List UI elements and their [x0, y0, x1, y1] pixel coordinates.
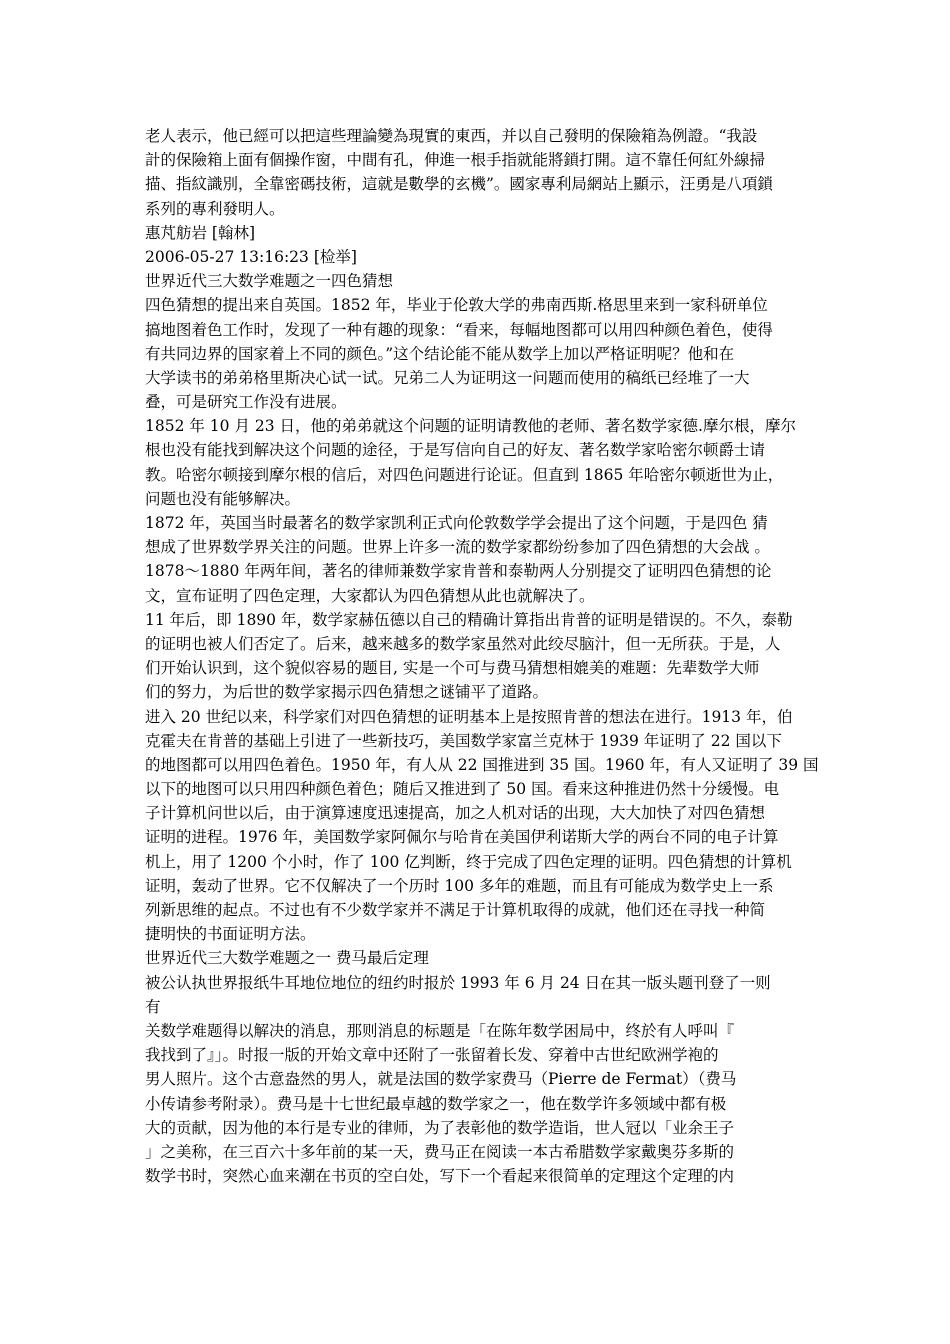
text-line: 1872 年，英国当时最著名的数学家凯利正式向伦敦数学学会提出了这个问题，于是四色 猜	[145, 514, 768, 532]
text-line: 被公认执世界报纸牛耳地位地位的纽约时报於 1993 年 6 月 24 日在其一版头题刊登了一则	[145, 973, 771, 992]
text-line: 数学书时，突然心血来潮在书页的空白处，写下一个看起来很简单的定理这个定理的内	[145, 1167, 735, 1186]
text-line: 大的贡献，因为他的本行是专业的律师，为了表彰他的数学造诣，世人冠以「业余王子	[145, 1118, 735, 1137]
text-line: 男人照片。这个古意盎然的男人，就是法国的数学家费马（Pierre de Fermat）（费马	[145, 1070, 737, 1089]
author-line: 惠芃舫岩 [翰林]	[145, 223, 256, 242]
text-line: 小传请参考附录）。费马是十七世纪最卓越的数学家之一，他在数学许多领域中都有极	[145, 1094, 727, 1113]
text-line: 搞地图着色工作时，发现了一种有趣的现象：“看来，每幅地图都可以用四种颜色着色，使得	[145, 320, 773, 339]
text-line: 有	[145, 997, 161, 1016]
text-line: 文，宣布证明了四色定理，大家都认为四色猜想从此也就解决了。	[145, 586, 595, 605]
text-line: 子计算机问世以后，由于演算速度迅速提高，加之人机对话的出现，大大加快了对四色猜想	[145, 804, 766, 823]
text-line: 捷明快的书面证明方法。	[145, 925, 316, 944]
text-line: 们开始认识到，这个貌似容易的题目, 实是一个可与费马猜想相媲美的难题：先辈数学大师	[145, 659, 760, 678]
text-line: 教。哈密尔顿接到摩尔根的信后，对四色问题进行论证。但直到 1865 年哈密尔顿逝世为止，	[145, 465, 784, 484]
section-heading: 世界近代三大数学难题之一四色猜想	[145, 272, 394, 291]
text-line: 证明，轰动了世界。它不仅解决了一个历时 100 多年的难题，而且有可能成为数学史上一系	[145, 876, 774, 895]
text-line: 描、指紋識別，全靠密碼技術，這就是數學的玄機”。國家專利局網站上顯示，汪勇是八項鎖	[145, 175, 773, 194]
text-line: 我找到了』」。时报一版的开始文章中还附了一张留着长发、穿着中古世纪欧洲学袍的	[145, 1046, 719, 1065]
text-line: 机上，用了 1200 个小时，作了 100 亿判断，终于完成了四色定理的证明。四色猜想的计算机	[145, 852, 792, 871]
text-line: 1878～1880 年两年间，著名的律师兼数学家肯普和泰勒两人分别提交了证明四色猜想的论	[145, 562, 772, 581]
timestamp-line: 2006-05-27 13:16:23 [检举]	[145, 247, 357, 266]
text-line: 关数学难题得以解决的消息，那则消息的标题是「在陈年数学困局中，终於有人呼叫『	[145, 1021, 735, 1040]
text-line: 进入 20 世纪以来，科学家们对四色猜想的证明基本上是按照肯普的想法在进行。1913 年，伯	[145, 707, 793, 726]
text-line: 11 年后，即 1890 年，数学家赫伍德以自己的精确计算指出肯普的证明是错误的。不久，泰勒	[145, 610, 793, 629]
text-line: 克霍夫在肯普的基础上引进了一些新技巧，美国数学家富兰克林于 1939 年证明了 22 国以下	[145, 731, 782, 750]
text-line: 計的保險箱上面有個操作窗，中間有孔，伸進一根手指就能將鎖打開。這不靠任何紅外線掃	[145, 151, 766, 170]
text-line: 根也没有能找到解决这个问题的途径，于是写信向自己的好友、著名数学家哈密尔顿爵士请	[145, 441, 766, 460]
text-line: 1852 年 10 月 23 日，他的弟弟就这个问题的证明请教他的老师、著名数学家德.摩尔根，摩尔	[145, 417, 796, 436]
text-line: 的证明也被人们否定了。后来，越来越多的数学家虽然对此绞尽脑汁，但一无所获。于是，人	[145, 634, 781, 653]
text-line: 有共同边界的国家着上不同的颜色。”这个结论能不能从数学上加以严格证明呢？他和在	[145, 344, 735, 363]
document-page	[145, 124, 820, 1188]
text-line: 证明的进程。1976 年，美国数学家阿佩尔与哈肯在美国伊利诺斯大学的两台不同的电子计算	[145, 828, 779, 847]
text-line: 的地图都可以用四色着色。1950 年，有人从 22 国推进到 35 国。1960 年，有人又证明了 39 国	[145, 755, 819, 774]
text-line: 老人表示，他已經可以把這些理論變為現實的東西，并以自己發明的保險箱為例證。“我設	[145, 127, 758, 145]
text-line: 列新思维的起点。不过也有不少数学家并不满足于计算机取得的成就，他们还在寻找一种简	[145, 901, 766, 919]
text-line: 系列的專利發明人。	[145, 199, 285, 218]
text-line: 四色猜想的提出来自英国。1852 年，毕业于伦敦大学的弗南西斯.格思里来到一家科研单位	[145, 296, 768, 315]
text-line: 叠，可是研究工作没有进展。	[145, 393, 347, 412]
text-line: 」之美称，在三百六十多年前的某一天，费马正在阅读一本古希腊数学家戴奥芬多斯的	[145, 1142, 735, 1161]
text-line: 们的努力，为后世的数学家揭示四色猜想之谜铺平了道路。	[145, 683, 549, 702]
text-line: 问题也没有能够解决。	[145, 489, 301, 508]
text-line: 想成了世界数学界关注的问题。世界上许多一流的数学家都纷纷参加了四色猜想的大会战 。	[145, 538, 770, 557]
text-line: 大学读书的弟弟格里斯决心试一试。兄弟二人为证明这一问题而使用的稿纸已经堆了一大	[145, 368, 750, 387]
text-line: 以下的地图可以只用四种颜色着色；随后又推进到了 50 国。看来这种推进仍然十分缓慢。电	[145, 780, 780, 799]
section-heading: 世界近代三大数学难题之一 费马最后定理	[145, 949, 429, 968]
